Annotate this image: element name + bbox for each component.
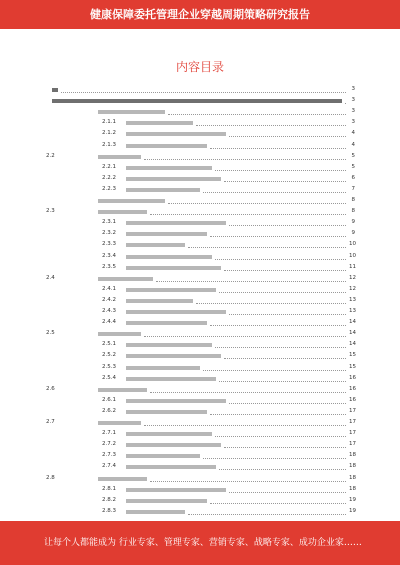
- toc-entry-page: 17: [349, 430, 356, 437]
- toc-dot-leader: [215, 170, 346, 171]
- toc-entry-page: 8: [351, 197, 355, 203]
- toc-entry-title-illegible: [126, 432, 212, 436]
- toc-entry[interactable]: [38, 419, 355, 429]
- toc-dot-leader: [150, 481, 346, 482]
- toc-entry-page: 12: [349, 274, 356, 281]
- toc-dot-leader: [196, 303, 346, 304]
- toc-dot-leader: [150, 392, 346, 393]
- toc-entry-number: 2.8.3: [102, 507, 116, 514]
- toc-entry-number: 2.5.2: [102, 352, 116, 359]
- toc-entry-title-illegible: [98, 477, 147, 481]
- toc-entry-page: 18: [349, 452, 356, 459]
- toc-entry-page: 15: [349, 352, 356, 359]
- toc-entry-page: 13: [349, 296, 356, 303]
- toc-entry[interactable]: [38, 219, 355, 229]
- toc-entry[interactable]: [38, 275, 355, 285]
- toc-entry-number: 2.2.2: [102, 174, 116, 181]
- toc-entry-title-illegible: [126, 443, 221, 447]
- toc-entry-page: 11: [349, 263, 356, 270]
- toc-entry[interactable]: [38, 441, 355, 451]
- toc-entry-page: 5: [351, 163, 355, 170]
- toc-entry[interactable]: [38, 297, 355, 307]
- toc-entry-title-illegible: [126, 266, 221, 270]
- toc-entry[interactable]: [38, 508, 355, 518]
- toc-dot-leader: [229, 492, 346, 493]
- toc-entry-title-illegible: [126, 399, 226, 403]
- toc-entry-page: 12: [349, 285, 356, 292]
- toc-entry[interactable]: [38, 497, 355, 507]
- toc-entry-number: 2.5.3: [102, 363, 116, 370]
- toc-entry-page: 4: [351, 130, 355, 137]
- toc-dot-leader: [229, 136, 346, 137]
- toc-entry-title-illegible: [52, 88, 58, 92]
- toc-entry-title-illegible: [126, 121, 193, 125]
- toc-entry-page: 3: [351, 86, 355, 92]
- toc-entry[interactable]: [38, 175, 355, 185]
- toc-entry-number: 2.3.3: [102, 241, 116, 248]
- toc-dot-leader: [219, 292, 346, 293]
- toc-entry[interactable]: [38, 108, 355, 118]
- toc-entry[interactable]: [38, 475, 355, 485]
- toc-dot-leader: [224, 447, 346, 448]
- toc-entry-title-illegible: [126, 377, 216, 381]
- toc-entry-number: 2.3.2: [102, 230, 116, 237]
- toc-entry-title-illegible: [126, 366, 200, 370]
- toc-entry-page: 14: [349, 330, 356, 337]
- toc-entry-title-illegible: [126, 321, 207, 325]
- toc-entry[interactable]: [38, 352, 355, 362]
- toc-entry-title-illegible: [126, 188, 200, 192]
- toc-dot-leader: [203, 458, 346, 459]
- toc-entry-page: 17: [349, 441, 356, 448]
- toc-dot-leader: [210, 148, 346, 149]
- toc-entry-number: 2.8: [46, 474, 55, 481]
- toc-dot-leader: [215, 436, 346, 437]
- toc-entry-title-illegible: [126, 354, 221, 358]
- toc-entry-title-illegible: [126, 410, 207, 414]
- toc-entry[interactable]: [38, 319, 355, 329]
- toc-dot-leader: [144, 336, 346, 337]
- toc-dot-leader: [345, 103, 346, 104]
- toc-entry-title-illegible: [52, 99, 342, 103]
- toc-dot-leader: [215, 347, 346, 348]
- toc-entry[interactable]: [38, 341, 355, 351]
- toc-entry-number: 2.5.1: [102, 341, 116, 348]
- toc-entry-number: 2.2.3: [102, 185, 116, 192]
- toc-entry[interactable]: [38, 186, 355, 196]
- toc-entry-page: 3: [351, 108, 355, 115]
- toc-entry-number: 2.4.2: [102, 296, 116, 303]
- toc-entry-title-illegible: [126, 454, 200, 458]
- toc-entry-page: 19: [349, 507, 356, 514]
- toc-entry-page: 18: [349, 474, 356, 481]
- report-title: 健康保障委托管理企业穿越周期策略研究报告: [90, 8, 310, 21]
- toc-dot-leader: [203, 370, 346, 371]
- toc-dot-leader: [210, 325, 346, 326]
- toc-entry-page: 10: [349, 241, 356, 248]
- toc-entry-page: 14: [349, 341, 356, 348]
- toc-entry[interactable]: [38, 308, 355, 318]
- toc-entry-number: 2.4.4: [102, 319, 116, 326]
- toc-dot-leader: [219, 469, 346, 470]
- toc-entry-number: 2.7.1: [102, 430, 116, 437]
- toc-entry-title-illegible: [98, 421, 141, 425]
- toc-entry[interactable]: [38, 286, 355, 296]
- toc-entry-number: 2.7.3: [102, 452, 116, 459]
- toc-entry-number: 2.7: [46, 419, 55, 425]
- toc-entry-page: 18: [349, 463, 356, 470]
- toc-entry-title-illegible: [98, 199, 165, 203]
- toc-entry-number: 2.8.2: [102, 496, 116, 503]
- toc-entry-number: 2.3.5: [102, 263, 116, 270]
- toc-entry-number: 2.2.1: [102, 163, 116, 170]
- toc-entry[interactable]: [38, 153, 355, 163]
- toc-entry-title-illegible: [126, 144, 207, 148]
- toc-dot-leader: [150, 214, 346, 215]
- toc-entry-number: 2.2: [46, 152, 55, 159]
- toc-entry-title-illegible: [98, 388, 147, 392]
- toc-entry-title-illegible: [126, 132, 226, 136]
- toc-entry-number: 2.7.2: [102, 441, 116, 448]
- toc-entry[interactable]: [38, 486, 355, 496]
- toc-dot-leader: [144, 159, 346, 160]
- toc-dot-leader: [229, 403, 346, 404]
- toc-entry-page: 10: [349, 252, 356, 259]
- toc-entry-title-illegible: [126, 177, 221, 181]
- toc-dot-leader: [224, 270, 346, 271]
- toc-entry-title-illegible: [126, 299, 193, 303]
- toc-entry[interactable]: [38, 408, 355, 418]
- toc-entry-title-illegible: [126, 465, 216, 469]
- toc-entry[interactable]: [38, 164, 355, 174]
- toc-entry-page: 9: [351, 230, 355, 237]
- toc-entry[interactable]: [38, 463, 355, 473]
- toc-entry-title-illegible: [126, 510, 185, 514]
- toc-entry-number: 2.1.2: [102, 130, 116, 137]
- toc-entry-page: 5: [351, 152, 355, 159]
- toc-entry[interactable]: [38, 130, 355, 140]
- toc-entry-page: 16: [349, 396, 356, 403]
- toc-entry-title-illegible: [98, 332, 141, 336]
- toc-entry[interactable]: [38, 452, 355, 462]
- toc-entry-number: 2.8.1: [102, 485, 116, 492]
- toc-entry-page: 17: [349, 407, 356, 414]
- toc-entry-page: 8: [351, 208, 355, 215]
- toc-entry-title-illegible: [126, 255, 212, 259]
- toc-entry[interactable]: [38, 97, 355, 107]
- toc-entry-title-illegible: [126, 488, 226, 492]
- toc-entry-title-illegible: [98, 277, 153, 281]
- toc-entry[interactable]: [38, 264, 355, 274]
- footer-slogan: 让每个人都能成为 行业专家、管理专家、营销专家、战略专家、成功企业家……: [44, 538, 362, 548]
- toc-dot-leader: [229, 314, 346, 315]
- toc-dot-leader: [61, 92, 346, 93]
- toc-entry-title-illegible: [126, 343, 212, 347]
- toc-entry[interactable]: [38, 208, 355, 218]
- toc-entry[interactable]: [38, 230, 355, 240]
- toc-dot-leader: [168, 114, 346, 115]
- toc-entry-number: 2.5.4: [102, 374, 116, 381]
- toc-dot-leader: [210, 236, 346, 237]
- toc-entry-number: 2.3.4: [102, 252, 116, 259]
- toc-entry-number: 2.6.2: [102, 407, 116, 414]
- toc-dot-leader: [224, 181, 346, 182]
- toc-entry-page: 19: [349, 496, 356, 503]
- toc-title: 内容目录: [175, 60, 224, 74]
- toc-entry-number: 2.1.1: [102, 119, 116, 126]
- toc-entry[interactable]: [38, 375, 355, 385]
- toc-entry[interactable]: [38, 119, 355, 129]
- toc-entry-title-illegible: [126, 232, 207, 236]
- toc-dot-leader: [210, 503, 346, 504]
- toc-dot-leader: [229, 225, 346, 226]
- toc-dot-leader: [224, 358, 346, 359]
- toc-entry[interactable]: [38, 197, 355, 207]
- toc-entry-number: 2.4.3: [102, 308, 116, 314]
- toc-entry-page: 16: [349, 385, 356, 392]
- toc-entry-page: 9: [351, 219, 355, 226]
- toc-entry-title-illegible: [126, 243, 185, 247]
- toc-dot-leader: [188, 247, 346, 248]
- toc-entry[interactable]: [38, 364, 355, 374]
- toc-entry[interactable]: [38, 397, 355, 407]
- toc-entry-page: 16: [349, 374, 356, 381]
- toc-entry-number: 2.3: [46, 208, 55, 215]
- toc-entry[interactable]: [38, 430, 355, 440]
- toc-entry-number: 2.3.1: [102, 219, 116, 226]
- toc-entry-page: 3: [351, 119, 355, 126]
- toc-entry-title-illegible: [126, 288, 216, 292]
- toc-entry-page: 17: [349, 419, 356, 425]
- toc-entry[interactable]: [38, 386, 355, 396]
- report-footer: [0, 521, 400, 565]
- toc-entry-number: 2.4.1: [102, 285, 116, 292]
- toc-entry-number: 2.4: [46, 274, 55, 281]
- toc-entry-number: 2.5: [46, 330, 55, 337]
- toc-entry[interactable]: [38, 330, 355, 340]
- toc-entry-page: 4: [351, 141, 355, 148]
- toc-entry[interactable]: [38, 86, 355, 96]
- toc-entry-title-illegible: [98, 110, 165, 114]
- toc-dot-leader: [210, 414, 346, 415]
- toc-entry[interactable]: [38, 253, 355, 263]
- toc-entry-title-illegible: [98, 155, 141, 159]
- toc-entry-title-illegible: [126, 221, 226, 225]
- toc-entry-page: 15: [349, 363, 356, 370]
- toc-entry-page: 6: [351, 174, 355, 181]
- toc-dot-leader: [156, 281, 346, 282]
- toc-dot-leader: [168, 203, 346, 204]
- toc-entry-number: 2.6: [46, 385, 55, 392]
- toc-dot-leader: [196, 125, 346, 126]
- toc-entry-number: 2.6.1: [102, 396, 116, 403]
- toc-entry-title-illegible: [126, 499, 207, 503]
- toc-entry-page: 14: [349, 319, 356, 326]
- toc-entry-page: 3: [351, 97, 355, 104]
- toc-entry[interactable]: [38, 241, 355, 251]
- toc-dot-leader: [219, 381, 346, 382]
- toc-dot-leader: [203, 192, 346, 193]
- toc-entry-page: 18: [349, 485, 356, 492]
- toc-entry-number: 2.7.4: [102, 463, 116, 470]
- toc-dot-leader: [144, 425, 346, 426]
- toc-entry[interactable]: [38, 142, 355, 152]
- toc-entry-title-illegible: [126, 310, 226, 314]
- toc-entry-title-illegible: [98, 210, 147, 214]
- toc-entry-page: 13: [349, 308, 356, 314]
- toc-entry-title-illegible: [126, 166, 212, 170]
- toc-dot-leader: [215, 259, 346, 260]
- toc-entry-number: 2.1.3: [102, 141, 116, 148]
- toc-dot-leader: [188, 514, 346, 515]
- toc-entry-page: 7: [351, 185, 355, 192]
